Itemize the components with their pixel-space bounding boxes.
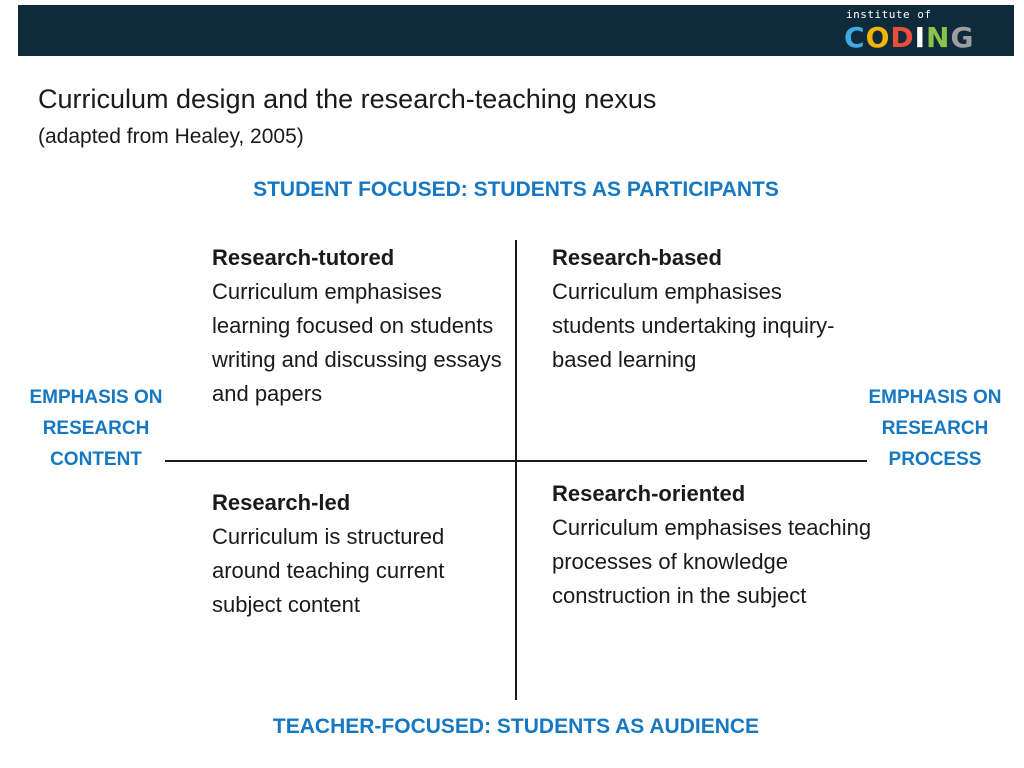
logo-wordmark [844, 22, 974, 54]
axis-label-right: EMPHASIS ON RESEARCH PROCESS [868, 387, 1002, 470]
quadrant-title: Research-tutored [212, 245, 395, 270]
quadrant-research-led [212, 486, 507, 622]
quadrant-title: Research-based [552, 245, 722, 270]
header-bar [18, 5, 1014, 56]
institute-of-coding-logo [844, 8, 1006, 54]
quadrant-text: Curriculum is structured around teaching current subject content [212, 524, 445, 617]
logo-caption: institute of [846, 8, 932, 21]
quadrant-text: Curriculum emphasises teaching processes of knowledge construction in the subject [552, 515, 872, 608]
axis-label-top: STUDENT FOCUSED: STUDENTS AS PARTICIPANTS [253, 178, 779, 201]
quadrant-text: Curriculum emphasises learning focused on students writing and discussing essays and papers [212, 279, 502, 406]
logo-letter: C [844, 21, 866, 54]
horizontal-axis-line [165, 460, 867, 462]
quadrant-research-based [552, 241, 852, 377]
quadrant-text: Curriculum emphasises students undertaking inquiry-based learning [552, 279, 835, 372]
vertical-axis-line [515, 240, 517, 700]
quadrant-title: Research-oriented [552, 481, 746, 506]
slide-subtitle: (adapted from Healey, 2005) [38, 125, 304, 148]
quadrant-title: Research-led [212, 490, 351, 515]
logo-letter: D [890, 21, 915, 54]
logo-letter: G [950, 21, 975, 54]
quadrant-research-oriented [552, 477, 872, 613]
axis-label-left: EMPHASIS ON RESEARCH CONTENT [29, 387, 163, 470]
logo-letter: O [865, 21, 891, 54]
axis-label-bottom: TEACHER-FOCUSED: STUDENTS AS AUDIENCE [272, 715, 760, 738]
logo-letter: N [926, 21, 951, 54]
slide-title: Curriculum design and the research-teaching nexus [38, 84, 657, 114]
logo-letter: I [914, 21, 927, 54]
quadrant-research-tutored [212, 241, 502, 411]
